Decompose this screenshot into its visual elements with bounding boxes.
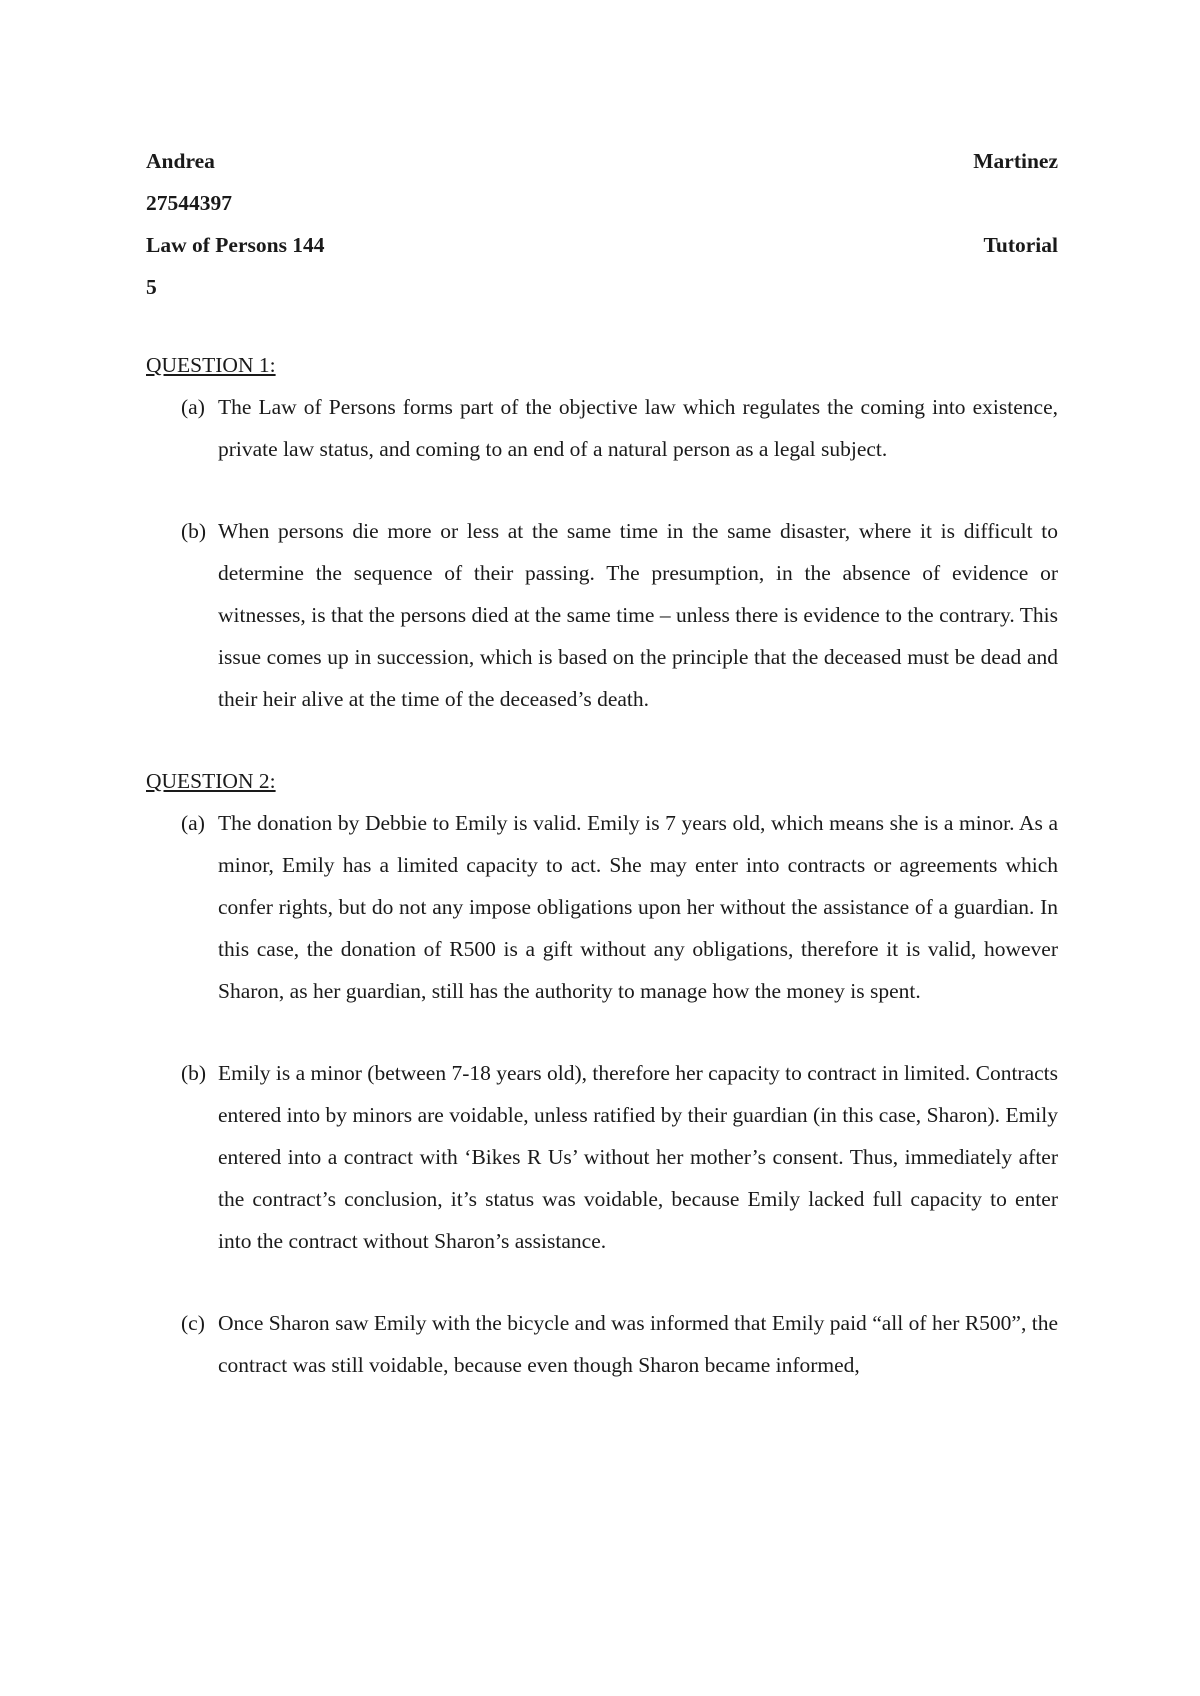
document-body [146,140,1058,1386]
header-assignment-line [146,266,1058,308]
course-title: Law of Persons 144 [146,233,325,257]
question-2c [146,1302,1058,1386]
header-course-line [146,224,1058,266]
assignment-word: Tutorial [983,233,1058,257]
question-1a [146,386,1058,470]
question-2a [146,802,1058,1012]
item-label: (a) [181,395,205,419]
first-name: Andrea [146,149,215,173]
question-2b [146,1052,1058,1262]
item-label: (b) [181,1061,207,1085]
item-label: (b) [181,519,207,543]
item-text: Once Sharon saw Emily with the bicycle and was informed that Emily paid “all of her R500”, the contract was still voidable, because even though Sharon became informed, [218,1311,1058,1377]
item-text: When persons die more or less at the same time in the same disaster, where it is difficult to determine the sequence of their passing. The presumption, in the absence of evidence or witnesses, is that the persons died at the same time – unless there is evidence to the contrary. This issue comes up in succession, which is based on the principle that the deceased must be dead and their heir alive at the time of the deceased’s death. [218,519,1058,711]
question-1b [146,510,1058,720]
assignment-number: 5 [146,275,157,299]
header-name-line [146,140,1058,182]
item-text: The donation by Debbie to Emily is valid. Emily is 7 years old, which means she is a minor. As a minor, Emily has a limited capacity to act. She may enter into contracts or agreements which confer rights, but do not any impose obligations upon her without the assistance of a guardian. In this case, the donation of R500 is a gift without any obligations, therefore it is valid, however Sharon, as her guardian, still has the authority to manage how the money is spent. [218,811,1058,1003]
student-number: 27544397 [146,191,232,215]
question-2-title: QUESTION 2: [146,769,276,793]
item-text: The Law of Persons forms part of the objective law which regulates the coming into existence, private law status, and coming to an end of a natural person as a legal subject. [218,395,1058,461]
header-student-line [146,182,1058,224]
item-text: Emily is a minor (between 7-18 years old), therefore her capacity to contract in limited. Contracts entered into by minors are voidable, unless ratified by their guardian (in this case, Sharon). Emily entered into a contract with ‘Bikes R Us’ without her mother’s consent. Thus, immediately after the contract’s conclusion, it’s status was voidable, because Emily lacked full capacity to enter into the contract without Sharon’s assistance. [218,1061,1059,1253]
item-label: (c) [181,1311,205,1335]
last-name: Martinez [973,149,1058,173]
item-label: (a) [181,811,205,835]
question-1-title: QUESTION 1: [146,353,276,377]
